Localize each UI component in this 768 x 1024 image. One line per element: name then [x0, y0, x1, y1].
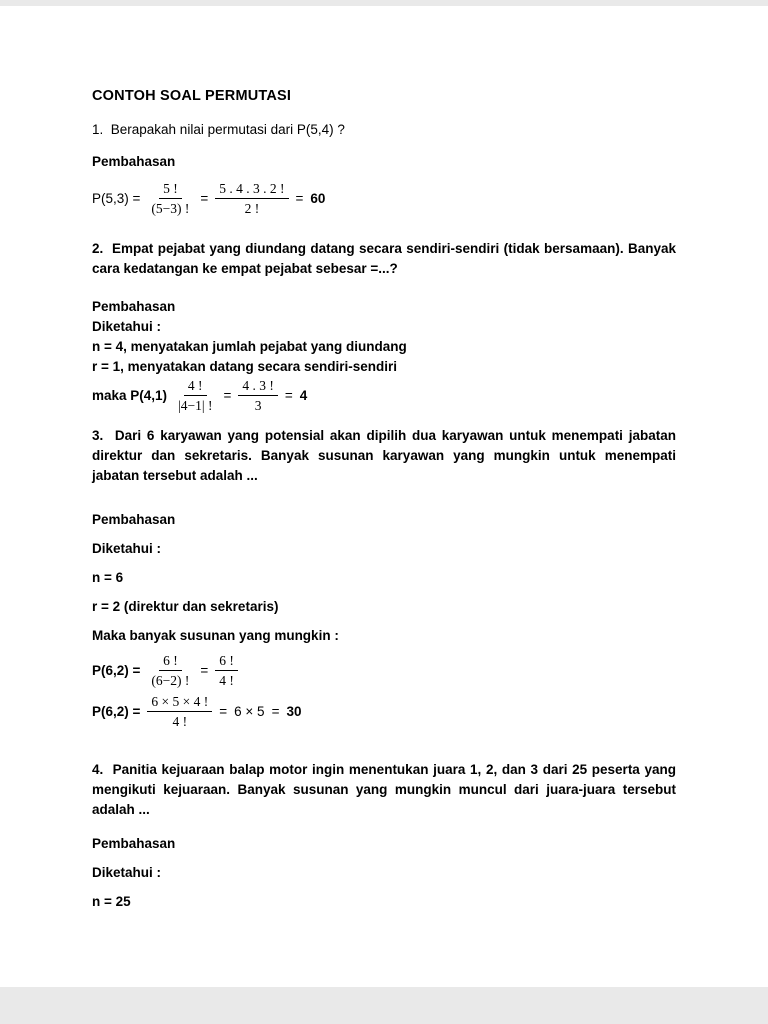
document-content [0, 6, 768, 912]
fraction-numerator: 6 × 5 × 4 ! [147, 693, 212, 712]
formula-q1 [92, 180, 676, 217]
fraction [147, 693, 212, 730]
n-line-2: n = 4, menyatakan jumlah pejabat yang diundang [92, 339, 407, 354]
equals-sign: = [200, 662, 209, 678]
formula-lhs: maka P(4,1) [92, 387, 168, 403]
question-1: 1. Berapakah nilai permutasi dari P(5,4) ? [92, 122, 345, 137]
fraction-denominator: 2 ! [244, 201, 260, 216]
fraction-numerator: 5 . 4 . 3 . 2 ! [215, 180, 288, 199]
fraction-numerator: 5 ! [159, 180, 182, 199]
pembahasan-label-2: Pembahasan [92, 299, 176, 314]
fraction [174, 377, 216, 414]
formula-lhs: P(6,2) = [92, 662, 141, 678]
document-page [0, 6, 768, 987]
pembahasan-label-3: Pembahasan [92, 512, 176, 527]
question-3: 3. Dari 6 karyawan yang potensial akan dipilih dua karyawan untuk menempati jabatan direktur dan sekretaris. Banyak susunan karyawan yang mungkin untuk menempati jabatan tersebut adalah ... [92, 428, 676, 483]
equals-sign: = [223, 387, 232, 403]
n-line-4: n = 25 [92, 894, 131, 909]
page-title: CONTOH SOAL PERMUTASI [92, 88, 292, 104]
formula-result: 30 [286, 703, 302, 719]
r-line-3: r = 2 (direktur dan sekretaris) [92, 599, 279, 614]
equals-sign: = [200, 190, 209, 206]
n-line-3: n = 6 [92, 570, 124, 585]
formula-mid: 6 × 5 [234, 703, 265, 719]
formula-q3-a [92, 652, 676, 689]
formula-result: 60 [310, 190, 326, 206]
fraction [238, 377, 278, 414]
equals-sign: = [219, 703, 228, 719]
fraction-denominator: (5−3) ! [151, 201, 190, 216]
fraction-denominator: 3 [254, 398, 262, 413]
question-4: 4. Panitia kejuaraan balap motor ingin menentukan juara 1, 2, dan 3 dari 25 peserta yang mengikuti kejuaraan. Banyak susunan yang mungkin muncul dari juara-juara tersebut adalah ... [92, 762, 676, 817]
fraction [147, 180, 193, 217]
question-2: 2. Empat pejabat yang diundang datang secara sendiri-sendiri (tidak bersamaan). Banyak cara kedatangan ke empat pejabat sebesar =...? [92, 241, 676, 276]
formula-result: 4 [299, 387, 308, 403]
pembahasan-label-4: Pembahasan [92, 836, 176, 851]
fraction-denominator: 4 ! [219, 673, 234, 688]
diketahui-line-2: Diketahui : [92, 319, 162, 334]
diketahui-line-4: Diketahui : [92, 865, 162, 880]
equals-sign: = [295, 190, 304, 206]
formula-lhs: P(6,2) = [92, 703, 141, 719]
formula-q2 [92, 377, 676, 414]
maka-line-3: Maka banyak susunan yang mungkin : [92, 628, 339, 643]
equals-sign: = [271, 703, 280, 719]
fraction [215, 180, 288, 217]
fraction-denominator: |4−1| ! [178, 398, 213, 413]
fraction-denominator: (6−2) ! [151, 673, 190, 688]
formula-q3-b [92, 693, 676, 730]
formula-lhs: P(5,3) = [92, 190, 141, 206]
fraction [215, 652, 238, 689]
fraction-numerator: 4 ! [184, 377, 207, 396]
fraction-numerator: 4 . 3 ! [238, 377, 278, 396]
diketahui-line-3: Diketahui : [92, 541, 162, 556]
equals-sign: = [284, 387, 293, 403]
fraction-denominator: 4 ! [172, 714, 188, 729]
fraction-numerator: 6 ! [159, 652, 182, 671]
r-line-2: r = 1, menyatakan datang secara sendiri-sendiri [92, 359, 398, 374]
pembahasan-label-1: Pembahasan [92, 154, 176, 169]
fraction [147, 652, 193, 689]
fraction-numerator: 6 ! [215, 652, 238, 671]
